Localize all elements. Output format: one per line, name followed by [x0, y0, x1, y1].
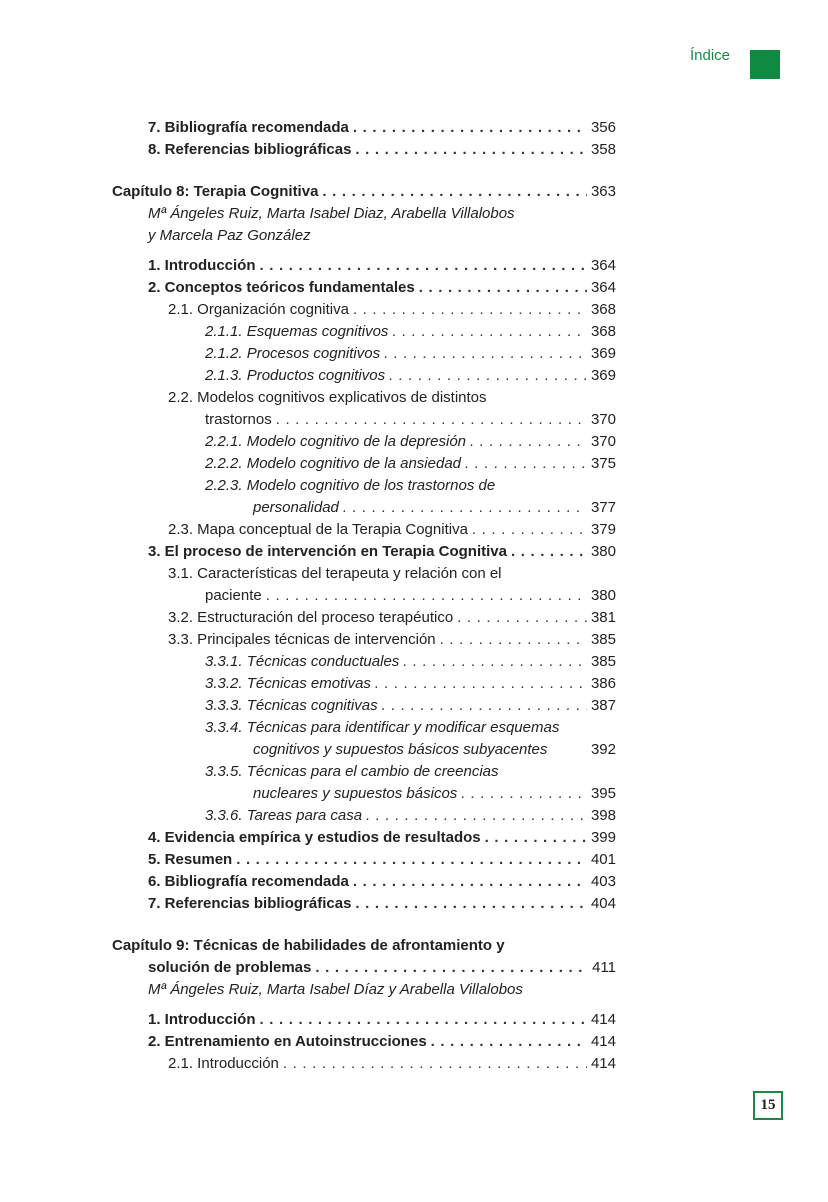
entry-title: personalidad: [253, 499, 339, 516]
dot-leader: [392, 321, 587, 343]
entry-page-number: 404: [590, 895, 616, 912]
toc-entry: [112, 717, 616, 739]
dot-leader: [260, 255, 587, 277]
entry-title: 3.1. Características del terapeuta y relación con el: [168, 565, 502, 582]
entry-page-number: 364: [590, 257, 616, 274]
dot-leader: [457, 607, 587, 629]
toc-entry[interactable]: [112, 453, 616, 475]
table-of-contents: [112, 117, 616, 1095]
entry-title: 7. Referencias bibliográficas: [148, 895, 352, 912]
entry-page-number: 370: [590, 411, 616, 428]
entry-page-number: 414: [590, 1011, 616, 1028]
entry-title: 3.3.1. Técnicas conductuales: [205, 653, 400, 670]
toc-entry: [112, 387, 616, 409]
entry-page-number: 414: [590, 1033, 616, 1050]
entry-title: 2.2.3. Modelo cognitivo de los trastornos de: [205, 477, 496, 494]
toc-entry[interactable]: [112, 695, 616, 717]
entry-page-number: 358: [590, 141, 616, 158]
entry-title: 1. Introducción: [148, 1011, 256, 1028]
chapter-entry: [112, 935, 616, 957]
dot-leader: [266, 585, 587, 607]
entry-title: 3.3.6. Tareas para casa: [205, 807, 363, 824]
toc-block: [112, 117, 616, 161]
toc-entry[interactable]: [112, 139, 616, 161]
entry-title: 1. Introducción: [148, 257, 256, 274]
toc-entry[interactable]: [112, 585, 616, 607]
dot-leader: [382, 695, 587, 717]
toc-entry[interactable]: [112, 1031, 616, 1053]
toc-entry[interactable]: [112, 739, 616, 761]
page-number: 15: [753, 1091, 783, 1120]
dot-leader: [472, 519, 587, 541]
entry-title: 2. Conceptos teóricos fundamentales: [148, 279, 415, 296]
toc-entry[interactable]: [112, 1053, 616, 1075]
dot-leader: [431, 1031, 587, 1053]
dot-leader: [353, 117, 587, 139]
entry-page-number: 386: [590, 675, 616, 692]
entry-title: solución de problemas: [148, 959, 312, 976]
entry-page-number: 356: [590, 119, 616, 136]
entry-page-number: 368: [590, 323, 616, 340]
toc-entry[interactable]: [112, 805, 616, 827]
entry-page-number: 369: [590, 367, 616, 384]
toc-entry: [112, 563, 616, 585]
entry-page-number: 369: [590, 345, 616, 362]
toc-entry[interactable]: [112, 541, 616, 563]
toc-entry[interactable]: [112, 497, 616, 519]
entry-title: Capítulo 8: Terapia Cognitiva: [112, 183, 319, 200]
dot-leader: [283, 1053, 587, 1075]
toc-entry[interactable]: [112, 255, 616, 277]
entry-page-number: 401: [590, 851, 616, 868]
toc-entry[interactable]: [112, 321, 616, 343]
entry-page-number: 379: [590, 521, 616, 538]
toc-entry[interactable]: [112, 519, 616, 541]
dot-leader: [355, 893, 587, 915]
section-color-tab: [750, 50, 780, 79]
toc-entry[interactable]: [112, 651, 616, 673]
toc-entry[interactable]: [112, 673, 616, 695]
entry-title: trastornos: [205, 411, 272, 428]
entry-page-number: 403: [590, 873, 616, 890]
section-label: Índice: [690, 47, 731, 64]
entry-title: 5. Resumen: [148, 851, 233, 868]
dot-leader: [375, 673, 587, 695]
dot-leader: [389, 365, 587, 387]
entry-page-number: 380: [590, 587, 616, 604]
entry-title: 8. Referencias bibliográficas: [148, 141, 352, 158]
entry-title: 2.3. Mapa conceptual de la Terapia Cognitiva: [168, 521, 468, 538]
entry-page-number: 395: [590, 785, 616, 802]
toc-entry[interactable]: [112, 365, 616, 387]
toc-entry[interactable]: [112, 849, 616, 871]
entry-title: 2.2. Modelos cognitivos explicativos de distintos: [168, 389, 487, 406]
entry-title: nucleares y supuestos básicos: [253, 785, 458, 802]
dot-leader: [353, 299, 587, 321]
entry-title: cognitivos y supuestos básicos subyacentes: [253, 741, 548, 758]
entry-title: 2.1.1. Esquemas cognitivos: [205, 323, 389, 340]
toc-entry[interactable]: [112, 1009, 616, 1031]
entry-page-number: 411: [592, 959, 616, 976]
dot-leader: [470, 431, 587, 453]
toc-entry: [112, 475, 616, 497]
chapter-entry[interactable]: [112, 181, 616, 203]
entry-page-number: 364: [590, 279, 616, 296]
toc-entry[interactable]: [112, 607, 616, 629]
dot-leader: [355, 139, 587, 161]
dot-leader: [366, 805, 587, 827]
entry-page-number: 387: [590, 697, 616, 714]
entry-title: 3. El proceso de intervención en Terapia Cognitiva: [148, 543, 507, 560]
dot-leader: [465, 453, 587, 475]
dot-leader: [419, 277, 587, 299]
entry-title: paciente: [205, 587, 262, 604]
entry-page-number: 392: [590, 741, 616, 758]
dot-leader: [384, 343, 587, 365]
entry-page-number: 385: [590, 631, 616, 648]
dot-leader: [440, 629, 587, 651]
chapter-authors: [112, 225, 616, 247]
chapter-entry[interactable]: [112, 957, 616, 979]
toc-entry[interactable]: [112, 783, 616, 805]
toc-entry[interactable]: [112, 871, 616, 893]
entry-title: 2.2.2. Modelo cognitivo de la ansiedad: [205, 455, 462, 472]
dot-leader: [353, 871, 587, 893]
entry-title: 2.1.3. Productos cognitivos: [205, 367, 386, 384]
toc-entry[interactable]: [112, 343, 616, 365]
dot-leader: [276, 409, 587, 431]
entry-title: 3.3.5. Técnicas para el cambio de creencias: [205, 763, 499, 780]
dot-leader: [315, 957, 588, 979]
entry-page-number: 385: [590, 653, 616, 670]
entry-title: 3.3. Principales técnicas de intervención: [168, 631, 436, 648]
entry-page-number: 414: [590, 1055, 616, 1072]
dot-leader: [511, 541, 587, 563]
toc-entry[interactable]: [112, 629, 616, 651]
chapter-authors: [112, 203, 616, 225]
toc-entry[interactable]: [112, 893, 616, 915]
entry-title: 2.1. Organización cognitiva: [168, 301, 349, 318]
entry-page-number: 375: [590, 455, 616, 472]
entry-page-number: 381: [590, 609, 616, 626]
entry-title: 2. Entrenamiento en Autoinstrucciones: [148, 1033, 427, 1050]
chapter-authors: [112, 979, 616, 1001]
toc-entry[interactable]: [112, 409, 616, 431]
toc-block: [112, 935, 616, 1075]
dot-leader: [343, 497, 587, 519]
toc-entry[interactable]: [112, 827, 616, 849]
entry-title: 2.2.1. Modelo cognitivo de la depresión: [205, 433, 467, 450]
entry-page-number: 377: [590, 499, 616, 516]
toc-entry[interactable]: [112, 277, 616, 299]
toc-entry: [112, 761, 616, 783]
entry-page-number: 368: [590, 301, 616, 318]
entry-page-number: 363: [590, 183, 616, 200]
entry-title: 2.1. Introducción: [168, 1055, 279, 1072]
entry-title: 3.3.3. Técnicas cognitivas: [205, 697, 378, 714]
entry-title: Capítulo 9: Técnicas de habilidades de afrontamiento y: [112, 937, 505, 954]
entry-title: 2.1.2. Procesos cognitivos: [205, 345, 381, 362]
entry-title: Mª Ángeles Ruiz, Marta Isabel Díaz y Arabella Villalobos: [148, 981, 523, 998]
entry-title: 4. Evidencia empírica y estudios de resultados: [148, 829, 481, 846]
entry-page-number: 398: [590, 807, 616, 824]
dot-leader: [461, 783, 587, 805]
entry-page-number: 370: [590, 433, 616, 450]
toc-entry[interactable]: [112, 299, 616, 321]
entry-title: y Marcela Paz González: [148, 227, 311, 244]
entry-title: 7. Bibliografía recomendada: [148, 119, 349, 136]
entry-title: Mª Ángeles Ruiz, Marta Isabel Diaz, Arabella Villalobos: [148, 205, 515, 222]
entry-page-number: 380: [590, 543, 616, 560]
entry-title: 3.2. Estructuración del proceso terapéutico: [168, 609, 454, 626]
entry-title: 3.3.2. Técnicas emotivas: [205, 675, 371, 692]
entry-title: 3.3.4. Técnicas para identificar y modificar esquemas: [205, 719, 560, 736]
dot-leader: [260, 1009, 587, 1031]
entry-page-number: 399: [590, 829, 616, 846]
toc-block: [112, 181, 616, 915]
toc-entry[interactable]: [112, 117, 616, 139]
dot-leader: [485, 827, 587, 849]
dot-leader: [403, 651, 587, 673]
entry-title: 6. Bibliografía recomendada: [148, 873, 349, 890]
dot-leader: [322, 181, 587, 203]
dot-leader: [236, 849, 587, 871]
toc-entry[interactable]: [112, 431, 616, 453]
